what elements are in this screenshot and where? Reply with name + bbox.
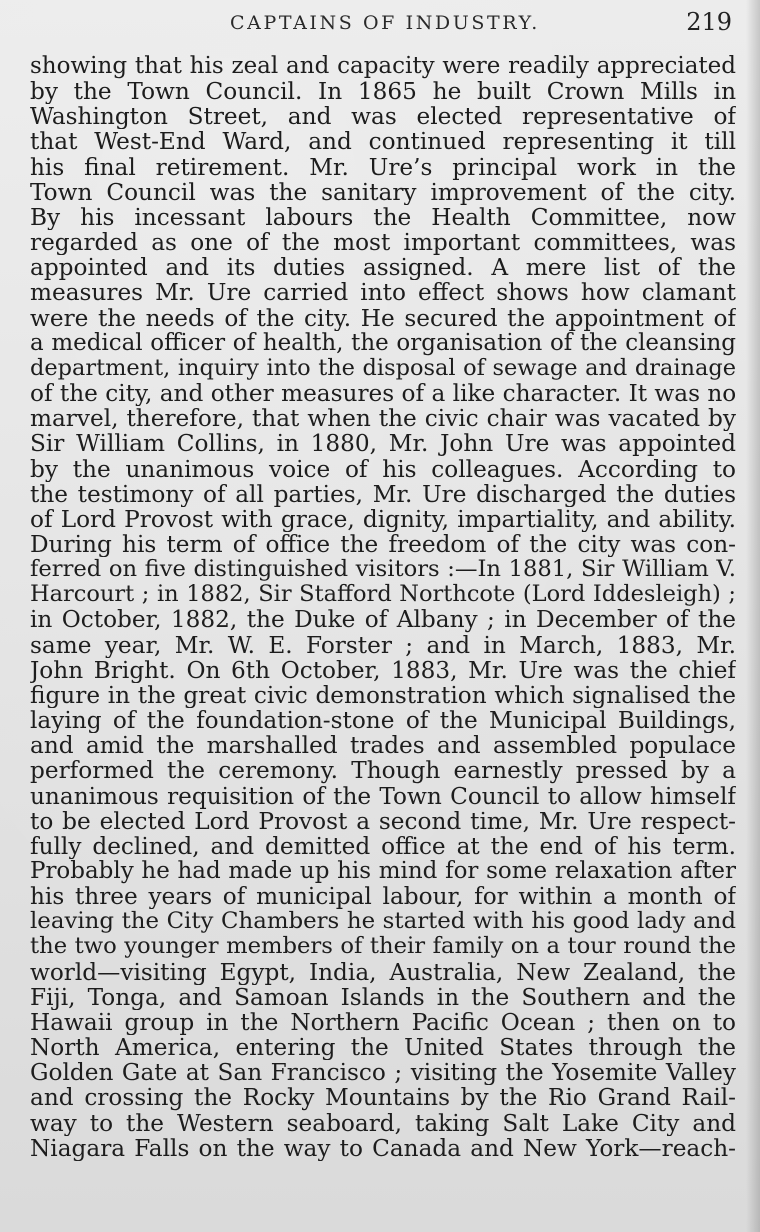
text-line: unanimous requisition of the Town Council to allow himself: [30, 783, 736, 809]
text-line: his three years of municipal labour, for within a month of: [30, 884, 736, 910]
text-line: marvel, therefore, that when the civic chair was vacated by: [30, 406, 736, 432]
page-edge-shadow: [746, 0, 760, 1232]
text-line: showing that his zeal and capacity were readily appreciated: [30, 54, 736, 79]
text-line: his final retirement. Mr. Ure’s principal work in the: [30, 154, 736, 180]
running-head: [0, 8, 760, 42]
text-line: world—visiting Egypt, India, Australia, New Zealand, the: [30, 959, 736, 985]
text-line: John Bright. On 6th October, 1883, Mr. Ure was the chief: [30, 657, 736, 683]
text-line: appointed and its duties assigned. A mere list of the: [30, 255, 736, 281]
text-line: By his incessant labours the Health Committee, now: [30, 204, 736, 231]
body-text: [30, 54, 736, 1161]
text-line: Golden Gate at San Francisco ; visiting the Yosemite Valley: [30, 1060, 736, 1086]
text-line: the two younger members of their family on a tour round the: [30, 934, 736, 960]
text-line: measures Mr. Ure carried into effect shows how clamant: [30, 280, 736, 306]
text-line: same year, Mr. W. E. Forster ; and in March, 1883, Mr.: [30, 632, 736, 658]
text-line: of Lord Provost with grace, dignity, impartiality, and ability.: [30, 506, 736, 532]
text-line: way to the Western seaboard, taking Salt Lake City and: [30, 1110, 736, 1136]
text-line: fully declined, and demitted office at the end of his term.: [30, 833, 736, 859]
text-line: Hawaii group in the Northern Pacific Ocean ; then on to: [30, 1009, 736, 1036]
text-line: and crossing the Rocky Mountains by the Rio Grand Rail-: [30, 1085, 736, 1111]
text-line: the testimony of all parties, Mr. Ure discharged the duties: [30, 481, 736, 507]
text-line: Niagara Falls on the way to Canada and New York—reach-: [30, 1135, 736, 1161]
text-line: During his term of office the freedom of the city was con-: [30, 531, 736, 558]
text-line: department, inquiry into the disposal of sewage and drainage: [30, 355, 736, 381]
page-number: 219: [686, 8, 732, 36]
text-line: ferred on five distinguished visitors :—In 1881, Sir William V.: [30, 557, 736, 583]
text-line: of the city, and other measures of a like character. It was no: [30, 381, 736, 407]
text-line: Town Council was the sanitary improvement of the city.: [30, 179, 736, 205]
text-line: Fiji, Tonga, and Samoan Islands in the Southern and the: [30, 984, 736, 1010]
text-line: Sir William Collins, in 1880, Mr. John Ure was appointed: [30, 431, 736, 457]
text-line: to be elected Lord Provost a second time, Mr. Ure respect-: [30, 808, 736, 834]
text-line: North America, entering the United States through the: [30, 1035, 736, 1061]
text-line: in October, 1882, the Duke of Albany ; in December of the: [30, 607, 736, 633]
text-line: were the needs of the city. He secured the appointment of: [30, 305, 736, 331]
text-line: that West-End Ward, and continued representing it till: [30, 129, 736, 155]
running-title: CAPTAINS OF INDUSTRY.: [230, 12, 540, 34]
text-line: by the unanimous voice of his colleagues. According to: [30, 456, 736, 482]
text-line: and amid the marshalled trades and assembled populace: [30, 733, 736, 759]
text-line: figure in the great civic demonstration which signalised the: [30, 682, 736, 709]
text-line: Probably he had made up his mind for some relaxation after: [30, 859, 736, 884]
text-line: a medical officer of health, the organisation of the cleansing: [30, 330, 736, 356]
text-line: Washington Street, and was elected representative of: [30, 104, 736, 130]
text-line: by the Town Council. In 1865 he built Crown Mills in: [30, 79, 736, 105]
text-line: performed the ceremony. Though earnestly pressed by a: [30, 758, 736, 784]
text-line: Harcourt ; in 1882, Sir Stafford Northcote (Lord Iddesleigh) ;: [30, 582, 736, 608]
text-line: leaving the City Chambers he started with his good lady and: [30, 909, 736, 935]
text-line: regarded as one of the most important committees, was: [30, 230, 736, 256]
text-line: laying of the foundation-stone of the Municipal Buildings,: [30, 708, 736, 734]
